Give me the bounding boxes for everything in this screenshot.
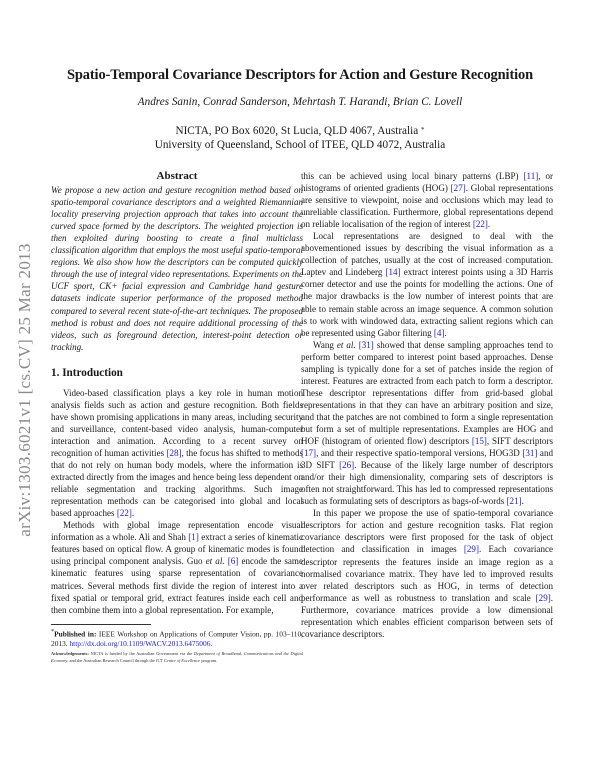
intro-paragraph-4: Wang et al. [31] showed that dense sampling approaches tend to perform better compared to interest point based approaches. Dense sampling is typically done for a set of patches inside the region of interest. Features are extracted from each patch to form a descriptor. These descriptor representations differ from grid-based global representations in that they can have an arbitrary position and size, and that the patches are not combined to form a single representation but form a set of multiple representations. Examples are HOG and HOF (histogram of oriented flow) descriptors [15], SIFT descriptors [17], and their respective spatio-temporal versions, HOG3D [31] and 3D SIFT [26]. Because of the likely large number of descriptors and/or their high dimensionality, comparing sets of descriptors is often not straightforward. This has led to compressed representations such as formulating sets of descriptors as bags-of-words [21]. [301,339,554,507]
doi-link[interactable]: http://dx.doi.org/10.1109/WACV.2013.6475006 [69,638,211,648]
section-heading-introduction: 1. Introduction [51,366,123,379]
author-list: Andres Sanin, Conrad Sanderson, Mehrtash T. Harandi, Brian C. Lovell [137,96,463,108]
citation-link[interactable]: [22] [472,219,488,230]
acknowledgements-footnote: Acknowledgements: NICTA is funded by the Australian Government via the Department of Broadband, Communications and the Digital Economy, and the Australian Research Council through the ICT Centre of Excellence program. [51,651,303,664]
citation-link[interactable]: [17] [301,448,317,459]
abstract-section [51,170,303,353]
left-column [51,170,303,664]
citation-link[interactable]: [21] [506,496,522,507]
citation-link[interactable]: [31] [522,448,538,459]
publication-footnote: *Published in: IEEE Workshop on Applications of Computer Vision, pp. 103–110, 2013. http://dx.doi.org/10.1109/WACV.2013.6475006. [51,628,303,648]
citation-link[interactable]: [14] [385,267,401,278]
citation-link[interactable]: [27] [450,183,466,194]
citation-link[interactable]: [26] [339,460,355,471]
footnote-mark: * [421,126,425,134]
citation-link[interactable]: [31] [358,339,374,350]
affiliation-uq: University of Queensland, School of ITEE, QLD 4072, Australia [154,139,446,151]
citation-link[interactable]: [22] [116,508,132,519]
affiliations [0,124,600,152]
citation-link[interactable]: [1] [188,532,199,543]
footnote-rule [51,624,151,625]
intro-paragraph-1: Video-based classification plays a key role in human motion analysis fields such as action and gesture recognition. Both fields have shown promising applications in many areas, including security and surveillance, content-based video analysis, human-computer interaction and animation. According to a recent survey on recognition of human activities [28], the focus has shifted to methods that do not rely on human body models, where the information is extracted directly from the images and hence being less dependent on reliable segmentation and tracking algorithms. Such image representation methods can be categorised into global and local based approaches [22]. [51,387,303,519]
intro-paragraph-2-continued: this can be achieved using local binary patterns (LBP) [11], or histograms of oriented gradients (HOG) [27]. Global representations are sensitive to viewpoint, noise and occlusions which may lead to unreliable classification. Furthermore, global representations depend on reliable localisation of the region of interest [22]. [301,171,554,230]
citation-link[interactable]: [11] [523,171,539,181]
citation-link[interactable]: [29] [463,544,479,555]
paper-title: Spatio-Temporal Covariance Descriptors for Action and Gesture Recognition [66,67,534,83]
citation-link[interactable]: [15] [471,436,487,447]
abstract-heading: Abstract [156,170,198,182]
arxiv-stamp: arXiv:1303.6021v1 [cs.CV] 25 Mar 2013 [15,243,34,537]
abstract-text: We propose a new action and gesture recognition method based on spatio-temporal covariance descriptors and a weighted Riemannian locality preserving projection approach that takes into account the curved space formed by the descriptors. The weighted projection is then exploited during boosting to create a final multiclass classification algorithm that employs the most useful spatio-temporal regions. We also show how the descriptors can be computed quickly through the use of integral video representations. Experiments on the UCF sport, CK+ facial expression and Cambridge hand gesture datasets indicate superior performance of the proposed method compared to several recent state-of-the-art techniques. The proposed method is robust and does not require additional processing of the videos, such as foreground detection, interest-point detection or tracking. [51,185,303,352]
citation-link[interactable]: [6] [227,556,239,567]
affiliation-nicta: NICTA, PO Box 6020, St Lucia, QLD 4067, Australia * [175,125,425,137]
intro-paragraph-3: Local representations are designed to deal with the abovementioned issues by describing the visual information as a collection of patches, usually at the cost of increased computation. Laptev and Lindeberg [14] extract interest points using a 3D Harris corner detector and use the points for modelling the actions. One of the major drawbacks is the low number of interest points that are able to remain stable across an image sequence. A common solution is to work with windowed data, extracting salient regions which can be represented using Gabor filtering [4]. [301,231,553,338]
citation-link[interactable]: [28] [166,447,182,458]
right-column [301,170,553,640]
citation-link[interactable]: [29] [535,592,551,603]
intro-paragraph-5: In this paper we propose the use of spatio-temporal covariance descriptors for action and gesture recognition tasks. Flat region covariance descriptors were first proposed for the task of object detection and classification in images [29]. Each covariance descriptor represents the features inside an image region as a normalised covariance matrix. They have led to improved results over related descriptors such as HOG, in terms of detection performance as well as robustness to translation and scale [29]. Furthermore, covariance matrices provide a low dimensional representation which enables efficient comparison between sets of covariance descriptors. [301,508,553,639]
intro-paragraph-2: Methods with global image representation encode visual information as a whole. Ali and Shah [1] extract a series of kinematic features based on optical flow. A group of kinematic modes is found using principal component analysis. Guo et al. [6] encode the same kinematic features using sparse representation of covariance matrices. Several methods first divide the region of interest into a fixed spatial or temporal grid, extract features inside each cell and then combine them into a global representation. For example, [51,520,303,615]
citation-link[interactable]: [4] [433,327,445,338]
